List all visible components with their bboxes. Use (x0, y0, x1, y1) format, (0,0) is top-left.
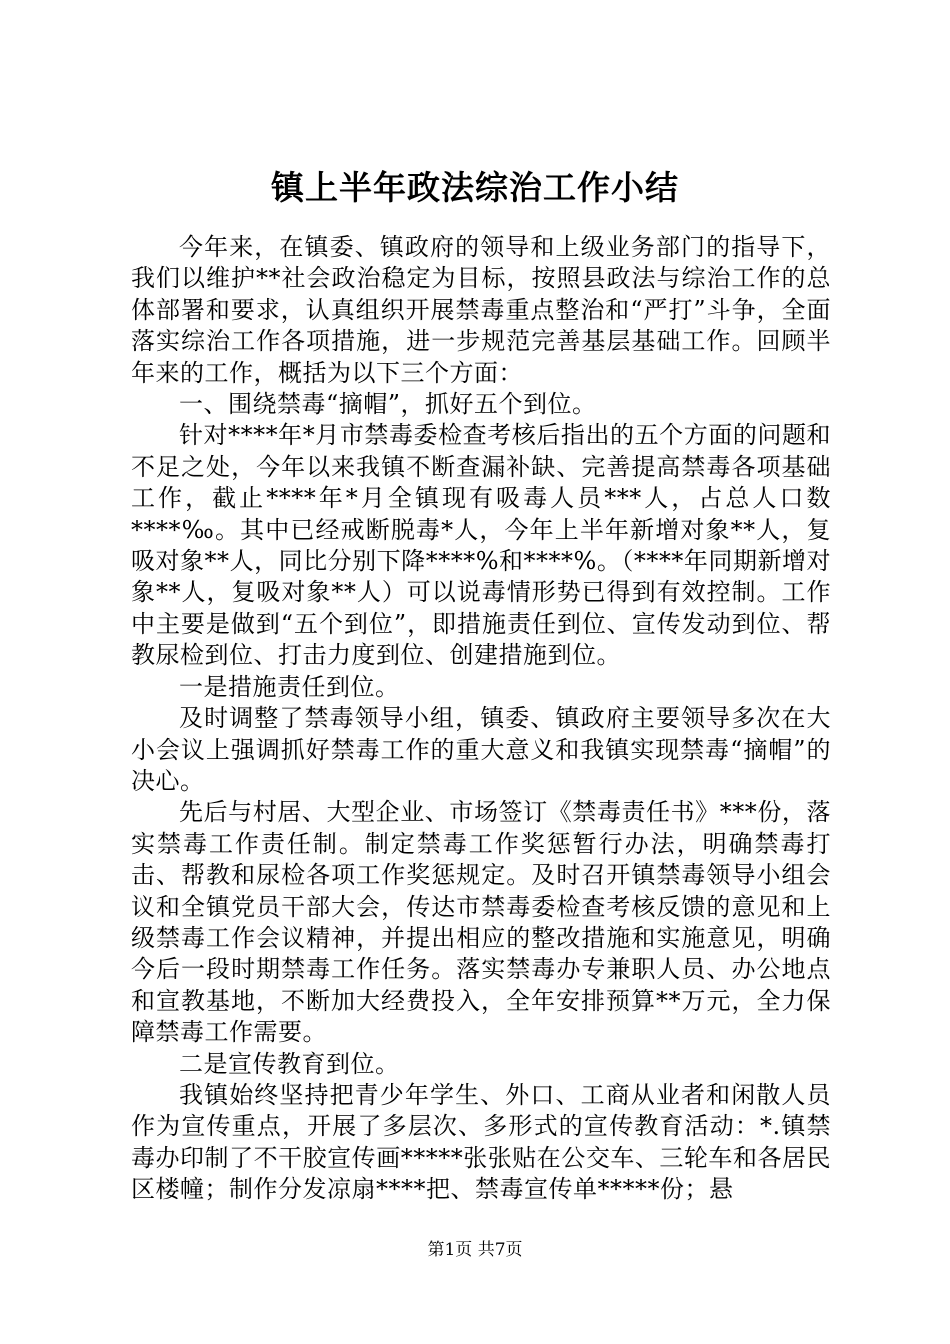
subheading-publicity: 二是宣传教育到位。 (179, 1049, 400, 1078)
section-heading-1: 一、围绕禁毒“摘帽”，抓好五个到位。 (179, 390, 597, 419)
page-number: 第1页 共7页 (427, 1240, 523, 1260)
document-body (131, 232, 831, 1206)
paragraph-drug-situation: 针对****年*月市禁毒委检查考核后指出的五个方面的问题和不足之处，今年以来我镇不断查漏补缺、完善提高禁毒各项基础工作，截止****年*月全镇现有吸毒人员***人，占总人口数****‰。其中已经戒断脱毒*人，今年上半年新增对象**人，复吸对象**人，同比分别下降****%和****%。（****年同期新增对象**人，复吸对象**人）可以说毒情形势已得到有效控制。工作中主要是做到“五个到位”，即措施责任到位、宣传发动到位、帮教尿检到位、打击力度到位、创建措施到位。 (131, 421, 831, 670)
paragraph-responsibility: 先后与村居、大型企业、市场签订《禁毒责任书》***份，落实禁毒工作责任制。制定禁毒工作奖惩暂行办法，明确禁毒打击、帮教和尿检各项工作奖惩规定。及时召开镇禁毒领导小组会议和全镇党员干部大会，传达市禁毒委检查考核反馈的意见和上级禁毒工作会议精神，并提出相应的整改措施和实施意见，明确今后一段时期禁毒工作任务。落实禁毒办专兼职人员、办公地点和宣教基地，不断加大经费投入，全年安排预算**万元，全力保障禁毒工作需要。 (131, 798, 831, 1047)
paragraph-publicity: 我镇始终坚持把青少年学生、外口、工商从业者和闲散人员作为宣传重点，开展了多层次、多形式的宣传教育活动：*.镇禁毒办印制了不干胶宣传画*****张张贴在公交车、三轮车和各居民区楼幢；制作分发凉扇****把、禁毒宣传单*****份；悬 (131, 1080, 831, 1204)
document-title: 镇上半年政法综治工作小结 (271, 168, 679, 207)
paragraph-leadership: 及时调整了禁毒领导小组，镇委、镇政府主要领导多次在大小会议上强调抓好禁毒工作的重大意义和我镇实现禁毒“摘帽”的决心。 (131, 704, 831, 795)
paragraph-intro: 今年来，在镇委、镇政府的领导和上级业务部门的指导下，我们以维护**社会政治稳定为目标，按照县政法与综治工作的总体部署和要求，认真组织开展禁毒重点整治和“严打”斗争，全面落实综治工作各项措施，进一步规范完善基层基础工作。回顾半年来的工作，概括为以下三个方面： (131, 233, 831, 387)
subheading-measures: 一是措施责任到位。 (179, 672, 400, 701)
